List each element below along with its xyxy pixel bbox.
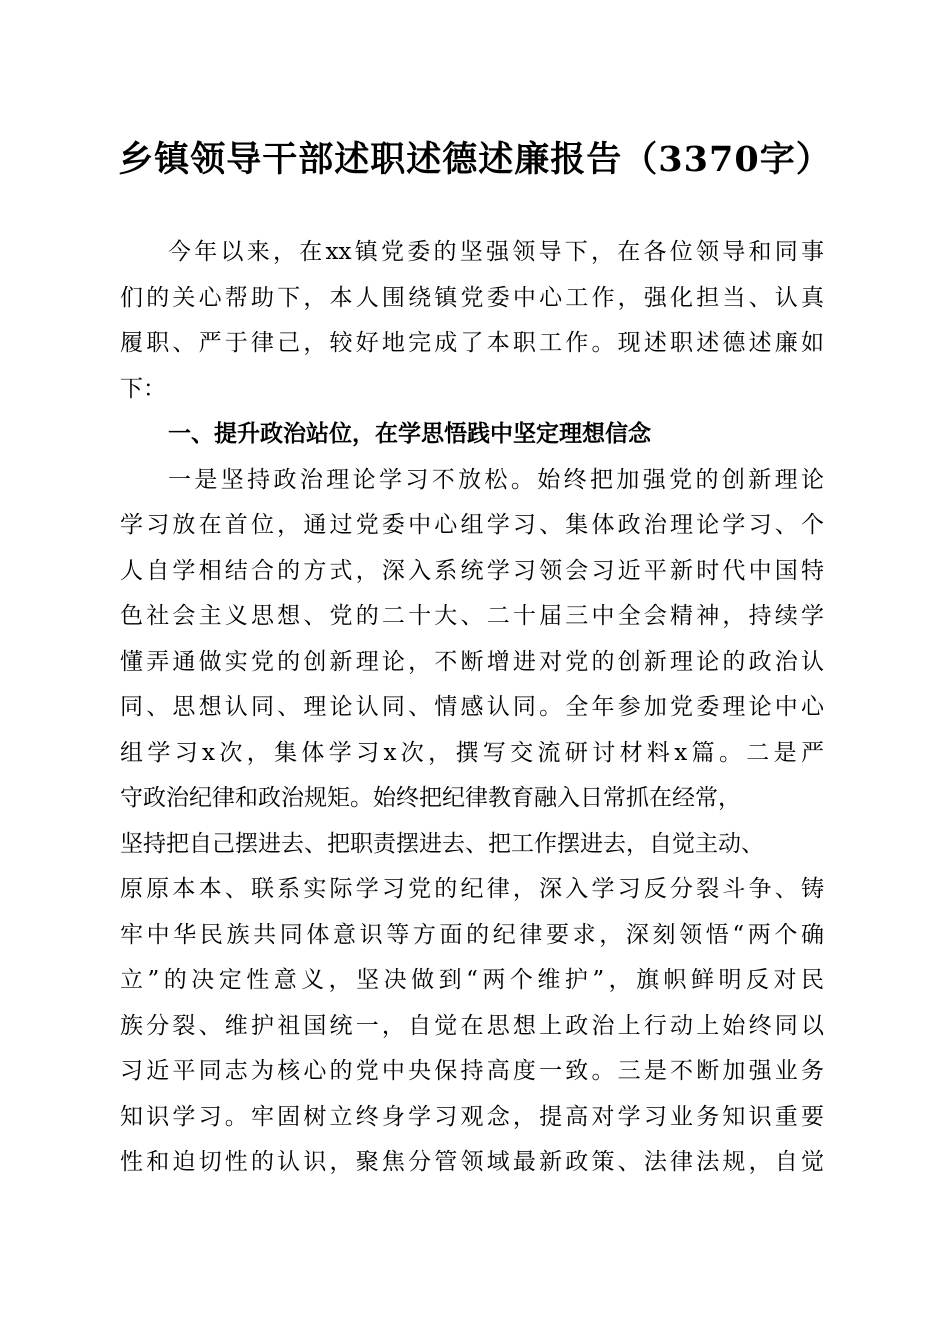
paragraph-line: 学习放在首位，通过党委中心组学习、集体政治理论学习、个 [120,512,824,538]
document-body [120,230,824,1186]
paragraph-line: 懂弄通做实党的创新理论，不断增进对党的创新理论的政治认 [120,648,824,675]
paragraph-line: 一是坚持政治理论学习不放松。始终把加强党的创新理论 [168,466,824,493]
paragraph-line: 守政治纪律和政治规矩。始终把纪律教育融入日常抓在经常， [120,785,741,811]
section-heading: 一、提升政治站位，在学思悟践中坚定理想信念 [168,421,651,447]
paragraph-line: 性和迫切性的认识，聚焦分管领域最新政策、法律法规，自觉 [120,1149,824,1175]
paragraph-line: 组学习x次，集体学习x次，撰写交流研讨材料x篇。二是严 [120,739,824,766]
paragraph-line: 人自学相结合的方式，深入系统学习领会习近平新时代中国特 [120,557,824,584]
paragraph-line: 们的关心帮助下，本人围绕镇党委中心工作，强化担当、认真 [120,284,824,311]
paragraph-line: 立”的决定性意义，坚决做到“两个维护”，旗帜鲜明反对民 [120,967,824,993]
paragraph-line: 族分裂、维护祖国统一，自觉在思想上政治上行动上始终同以 [120,1012,824,1039]
paragraph-line: 坚持把自己摆进去、把职责摆进去、把工作摆进去，自觉主动、 [120,830,764,857]
paragraph-line: 习近平同志为核心的党中央保持高度一致。三是不断加强业务 [120,1058,824,1084]
paragraph-line: 履职、严于律己，较好地完成了本职工作。现述职述德述廉如 [120,330,824,356]
paragraph-line: 下： [120,375,166,402]
paragraph-line: 牢中华民族共同体意识等方面的纪律要求，深刻领悟“两个确 [120,921,824,948]
paragraph-line: 色社会主义思想、党的二十大、二十届三中全会精神，持续学 [120,603,824,629]
paragraph-line: 同、思想认同、理论认同、情感认同。全年参加党委理论中心 [120,694,824,720]
paragraph-line: 今年以来，在xx镇党委的坚强领导下，在各位领导和同事 [168,239,824,265]
paragraph-line: 知识学习。牢固树立终身学习观念，提高对学习业务知识重要 [120,1103,824,1130]
paragraph-line: 原原本本、联系实际学习党的纪律，深入学习反分裂斗争、铸 [120,876,824,902]
document-title: 乡镇领导干部述职述德述廉报告（3370字） [118,139,832,180]
